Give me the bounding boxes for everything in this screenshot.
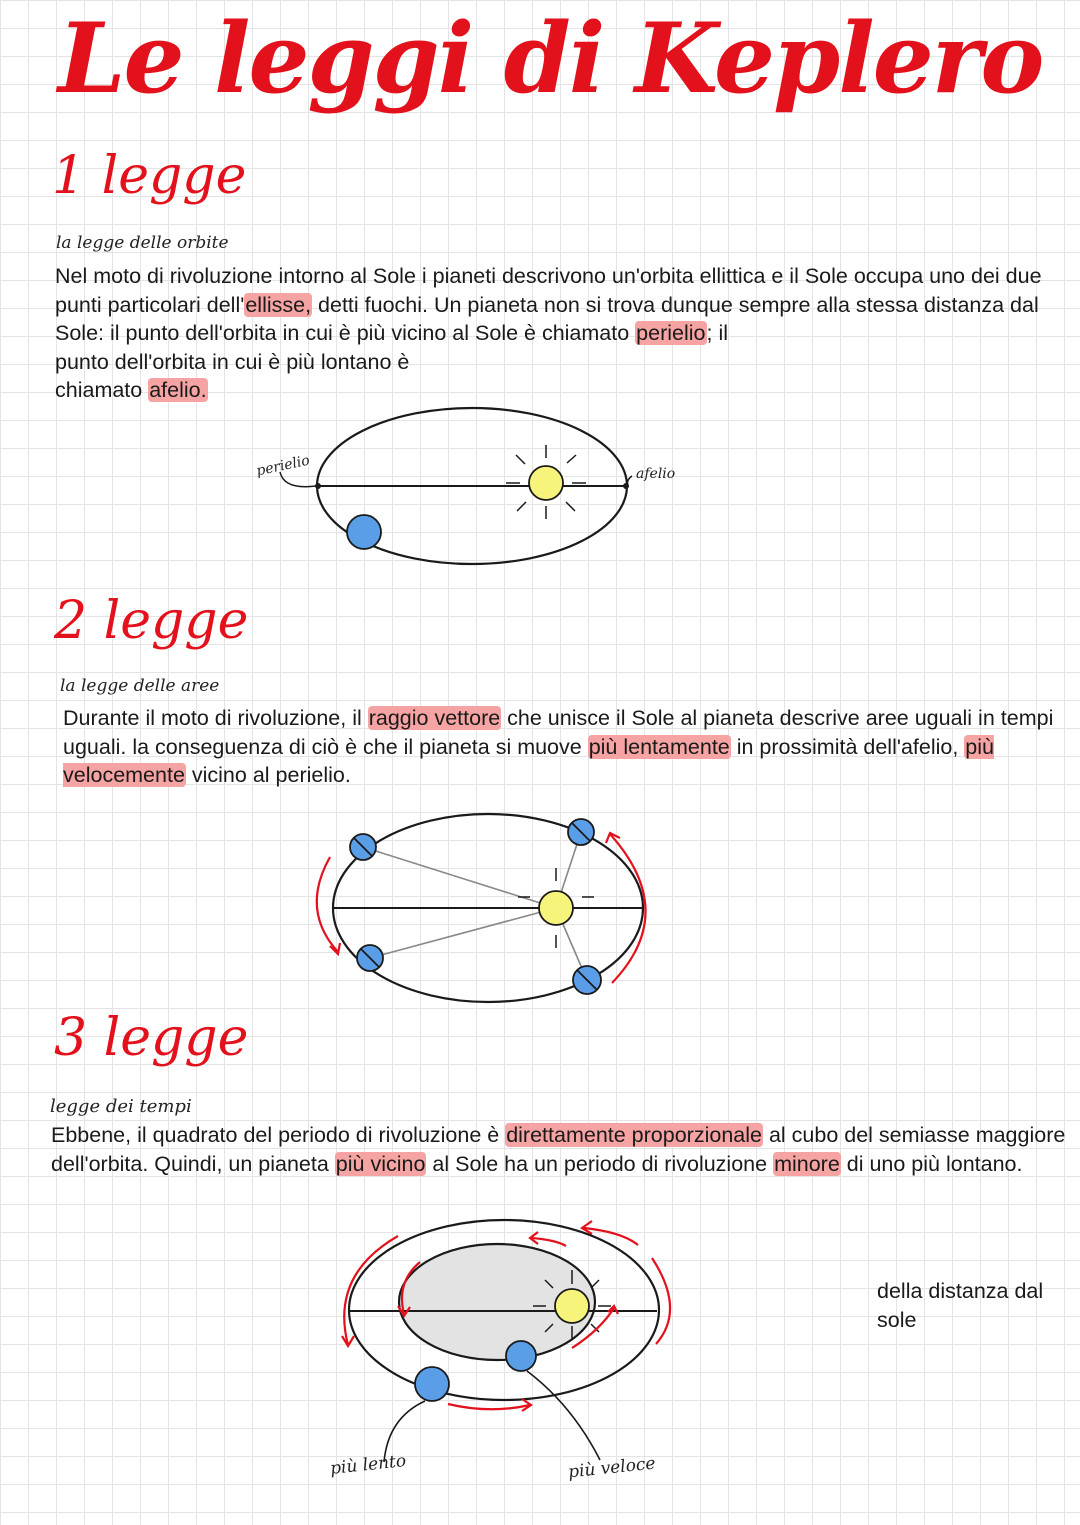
side-note: della distanza dal sole <box>877 1279 1044 1332</box>
law1-heading: 1 legge <box>52 146 247 206</box>
law1-subtitle: la legge delle orbite <box>56 233 229 253</box>
label-afelio: afelio <box>636 466 676 482</box>
law2-heading: 2 legge <box>54 591 249 651</box>
law2-subtitle: la legge delle aree <box>60 676 220 696</box>
inner-planet <box>506 1341 536 1371</box>
highlight-minore: minore <box>774 1151 840 1176</box>
highlight-direttamente-proporzionale: direttamente proporzionale <box>506 1123 762 1147</box>
page-title: Le leggi di Keplero <box>58 2 1043 115</box>
law3-subtitle: legge dei tempi <box>50 1096 192 1117</box>
sun <box>555 1289 589 1323</box>
highlight-piu-vicino: più vicino <box>335 1151 426 1176</box>
highlight-piu-velocemente: più velocemente <box>63 734 994 787</box>
law3-heading: 3 legge <box>54 1008 249 1068</box>
label-piu-veloce: più veloce <box>567 1453 657 1483</box>
highlight-piu-lentamente: più lentamente <box>588 734 730 759</box>
highlight-raggio-vettore: raggio vettore <box>368 706 501 730</box>
law3-text: Ebbene, il quadrato del periodo di rivoluzione è direttamente proporzionale al cubo del semiasse maggiore dell'orbita. Quindi, un pianeta più vicino al Sole ha un periodo di rivoluzione minore di uno più lontano. <box>51 1123 1066 1176</box>
highlight-ellisse: ellisse, <box>245 292 312 317</box>
highlight-perielio: perielio <box>636 321 706 345</box>
label-perielio: perielio <box>254 452 312 480</box>
outer-planet <box>415 1367 449 1401</box>
law1-text: Nel moto di rivoluzione intorno al Sole i pianeti descrivono un'orbita ellittica e il Sole occupa uno dei due punti particolari dell'ellisse, detti fuochi. Un pianeta non si trova dunque sempre alla stessa distanza dal Sole: il punto dell'orbita in cui è più vicino al Sole è chiamato perielio; il punto dell'orbita in cui è più lontano è chiamato afelio. <box>55 264 1042 402</box>
highlight-afelio: afelio. <box>149 378 207 402</box>
law2-text: Durante il moto di rivoluzione, il raggio vettore che unisce il Sole al pianeta descrive aree uguali in tempi uguali. la conseguenza di ciò è che il pianeta si muove più lentamente in prossimità dell'afelio, più velocemente vicino al perielio. <box>63 706 1054 787</box>
label-piu-lento: più lento <box>329 1451 408 1479</box>
